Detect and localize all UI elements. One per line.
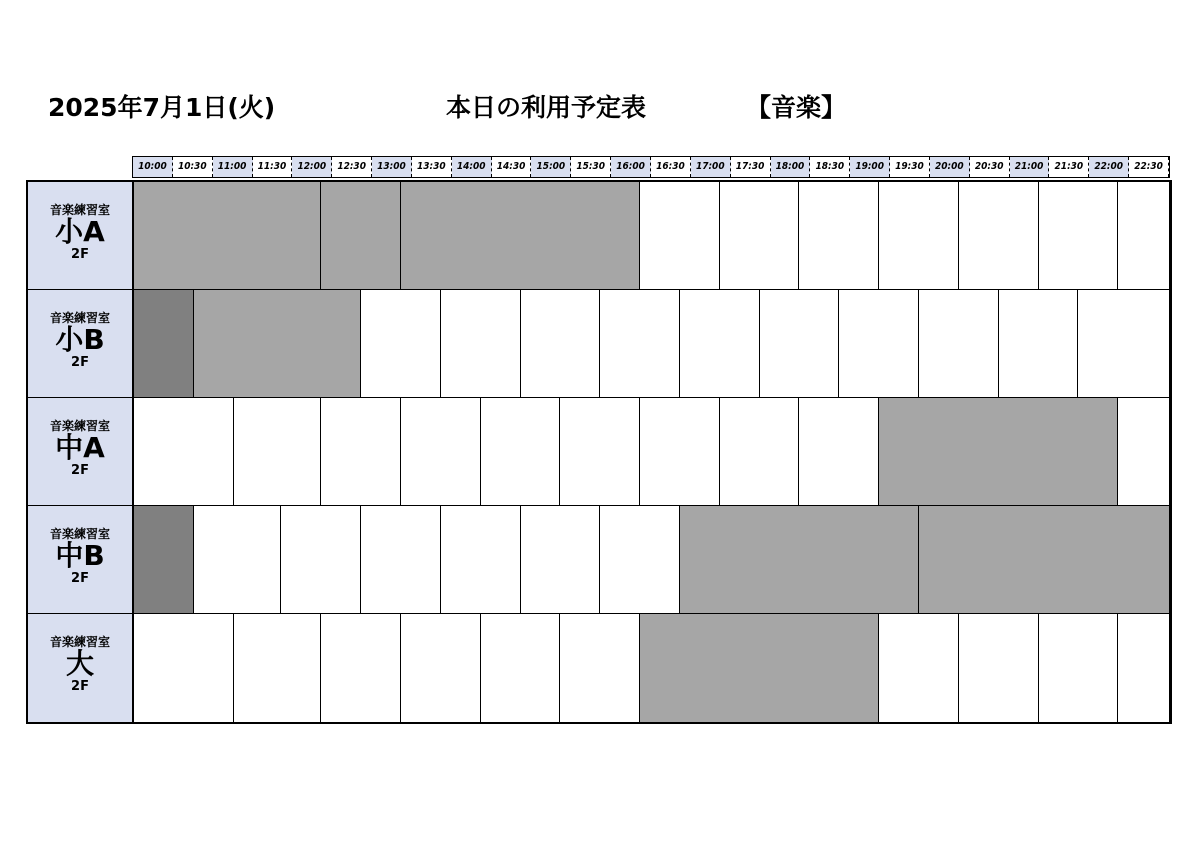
- room-label: [28, 398, 134, 506]
- booked-slot: [879, 398, 1118, 506]
- time-tick: 13:30: [412, 157, 452, 177]
- time-tick: 21:00: [1010, 157, 1050, 177]
- room-row: [28, 506, 1170, 614]
- free-slot: [361, 506, 441, 614]
- free-slot: [720, 182, 800, 290]
- free-slot: [1118, 182, 1170, 290]
- time-tick: 10:30: [173, 157, 213, 177]
- free-slot: [640, 398, 720, 506]
- time-tick: 21:30: [1049, 157, 1089, 177]
- free-slot: [134, 614, 234, 722]
- free-slot: [879, 182, 959, 290]
- room-kind: 音楽練習室: [49, 527, 110, 541]
- time-tick: 17:30: [731, 157, 771, 177]
- free-slot: [481, 614, 561, 722]
- free-slot: [1039, 614, 1119, 722]
- time-tick: 10:00: [133, 157, 173, 177]
- time-tick: 15:00: [531, 157, 571, 177]
- time-tick: 22:00: [1089, 157, 1129, 177]
- free-slot: [441, 290, 521, 398]
- free-slot: [194, 506, 282, 614]
- free-slot: [234, 398, 322, 506]
- room-name: 小B: [55, 323, 105, 356]
- free-slot: [799, 182, 879, 290]
- free-slot: [640, 182, 720, 290]
- free-slot: [321, 614, 401, 722]
- room-kind: 音楽練習室: [49, 419, 110, 433]
- free-slot: [401, 614, 481, 722]
- time-tick: 12:00: [292, 157, 332, 177]
- free-slot: [839, 290, 919, 398]
- time-tick: 14:00: [452, 157, 492, 177]
- time-tick: 11:00: [213, 157, 253, 177]
- booked-slot: [321, 182, 401, 290]
- free-slot: [321, 398, 401, 506]
- booked-slot: [134, 506, 194, 614]
- room-label: [28, 614, 134, 722]
- room-kind: 音楽練習室: [49, 311, 110, 325]
- booked-slot: [919, 506, 1170, 614]
- free-slot: [1118, 614, 1170, 722]
- time-tick: 16:30: [651, 157, 691, 177]
- room-floor: 2F: [71, 679, 89, 694]
- room-kind: 音楽練習室: [49, 203, 110, 217]
- booked-slot: [134, 290, 194, 398]
- free-slot: [521, 290, 601, 398]
- time-tick: 18:00: [771, 157, 811, 177]
- free-slot: [879, 614, 959, 722]
- free-slot: [560, 614, 640, 722]
- room-label: [28, 506, 134, 614]
- booked-slot: [640, 614, 879, 722]
- free-slot: [521, 506, 601, 614]
- free-slot: [1078, 290, 1170, 398]
- time-tick: 20:30: [970, 157, 1010, 177]
- room-row: [28, 398, 1170, 506]
- room-name: 小A: [55, 215, 105, 248]
- free-slot: [919, 290, 999, 398]
- page-title: 本日の利用予定表: [446, 93, 647, 122]
- room-name: 中A: [55, 431, 105, 464]
- free-slot: [959, 182, 1039, 290]
- booked-slot: [194, 290, 361, 398]
- room-row: [28, 182, 1170, 290]
- free-slot: [1118, 398, 1170, 506]
- room-floor: 2F: [71, 355, 89, 370]
- room-floor: 2F: [71, 247, 89, 262]
- free-slot: [234, 614, 322, 722]
- room-row: [28, 614, 1170, 722]
- room-label: [28, 290, 134, 398]
- room-row: [28, 290, 1170, 398]
- room-name: 中B: [55, 539, 105, 572]
- room-kind: 音楽練習室: [49, 635, 110, 649]
- room-name: 大: [65, 647, 94, 680]
- time-tick: 22:30: [1129, 157, 1169, 177]
- booked-slot: [134, 182, 321, 290]
- free-slot: [959, 614, 1039, 722]
- free-slot: [600, 506, 680, 614]
- schedule-date: 2025年7月1日(火): [48, 93, 276, 122]
- free-slot: [1039, 182, 1119, 290]
- free-slot: [799, 398, 879, 506]
- room-floor: 2F: [71, 463, 89, 478]
- time-header: [132, 156, 1170, 178]
- category-label: 【音楽】: [746, 93, 847, 122]
- time-tick: 19:00: [850, 157, 890, 177]
- time-tick: 12:30: [332, 157, 372, 177]
- free-slot: [401, 398, 481, 506]
- schedule-grid: [26, 180, 1172, 724]
- room-label: [28, 182, 134, 290]
- free-slot: [600, 290, 680, 398]
- time-tick: 13:00: [372, 157, 412, 177]
- free-slot: [281, 506, 361, 614]
- free-slot: [361, 290, 441, 398]
- free-slot: [441, 506, 521, 614]
- booked-slot: [680, 506, 919, 614]
- free-slot: [760, 290, 840, 398]
- free-slot: [481, 398, 561, 506]
- free-slot: [999, 290, 1079, 398]
- free-slot: [134, 398, 234, 506]
- booked-slot: [401, 182, 640, 290]
- free-slot: [720, 398, 800, 506]
- time-tick: 16:00: [611, 157, 651, 177]
- room-floor: 2F: [71, 571, 89, 586]
- time-tick: 17:00: [691, 157, 731, 177]
- time-tick: 20:00: [930, 157, 970, 177]
- time-tick: 11:30: [253, 157, 293, 177]
- free-slot: [680, 290, 760, 398]
- time-tick: 18:30: [810, 157, 850, 177]
- time-tick: 14:30: [492, 157, 532, 177]
- time-tick: 19:30: [890, 157, 930, 177]
- free-slot: [560, 398, 640, 506]
- time-tick: 15:30: [571, 157, 611, 177]
